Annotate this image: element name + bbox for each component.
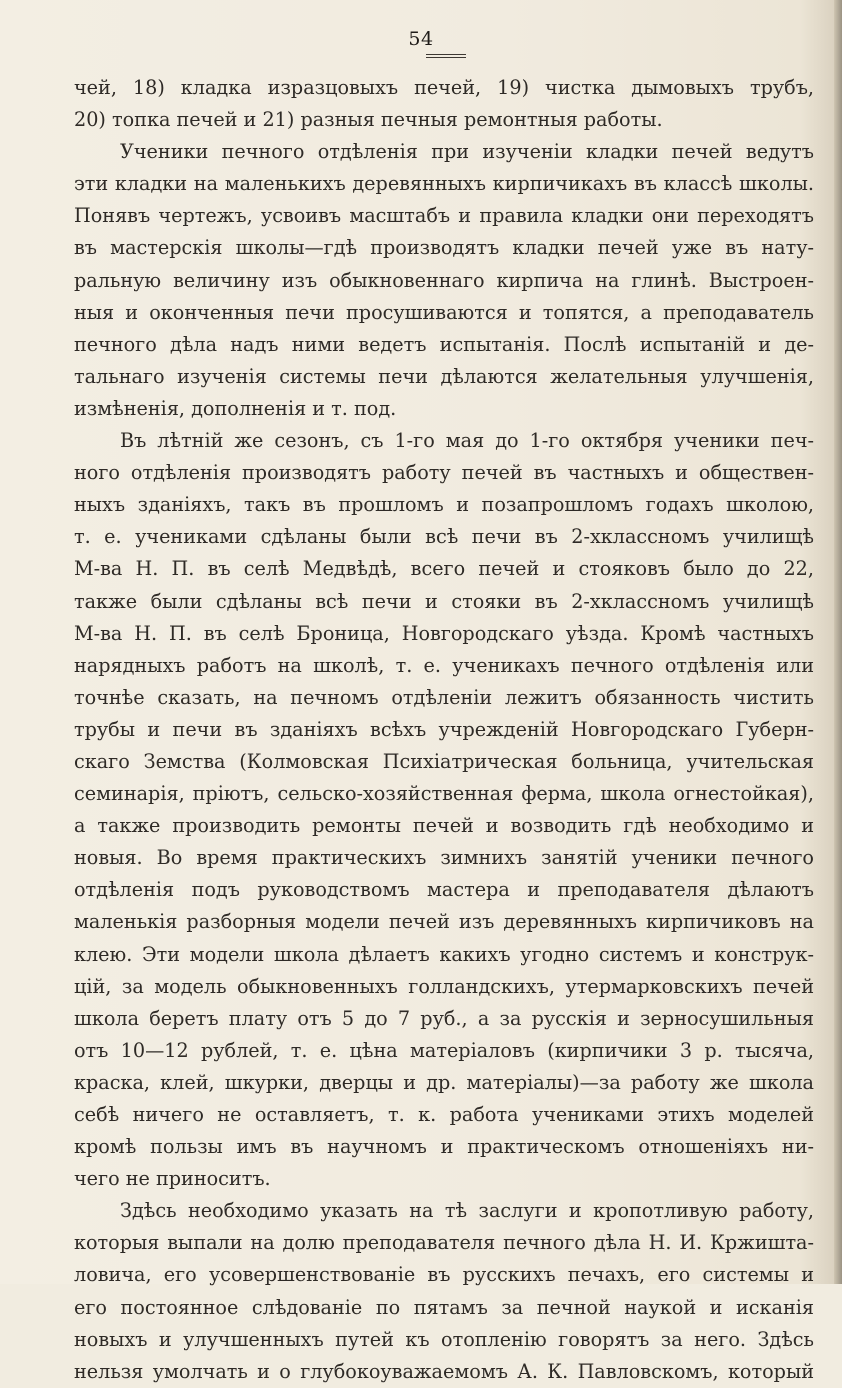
text-line: Здѣсь необходимо указать на тѣ заслуги и кропотливую работу, bbox=[120, 1199, 814, 1223]
text-line: школа беретъ плату отъ 5 до 7 руб., а за русскія и зерносушильныя bbox=[74, 1006, 814, 1030]
text-line: новыхъ и улучшенныхъ путей къ отопленію говорятъ за него. Здѣсь bbox=[74, 1327, 814, 1351]
text-line: печного дѣла надъ ними ведетъ испытанія. Послѣ испытаній и де- bbox=[74, 332, 814, 356]
text-line: краска, клей, шкурки, дверцы и др. матеріалы)—за работу же школа bbox=[74, 1070, 814, 1094]
page-number: 54 bbox=[408, 28, 434, 50]
text-line: отдѣленія подъ руководствомъ мастера и преподавателя дѣлаютъ bbox=[74, 878, 814, 902]
page-number-rule bbox=[426, 57, 466, 58]
text-line: а также производить ремонты печей и возводить гдѣ необходимо и bbox=[74, 814, 814, 838]
text-line: себѣ ничего не оставляетъ, т. к. работа учениками этихъ моделей bbox=[74, 1103, 814, 1126]
text-line: тальнаго изученія системы печи дѣлаются желательныя улучшенія, bbox=[74, 364, 814, 388]
text-line: маленькія разборныя модели печей изъ деревянныхъ кирпичиковъ на bbox=[74, 910, 814, 934]
text-line: чего не приноситъ. bbox=[74, 1167, 271, 1191]
text-line: 20) топка печей и 21) разныя печныя ремонтныя работы. bbox=[74, 108, 663, 132]
text-line: ного отдѣленія производятъ работу печей въ частныхъ и обществен- bbox=[74, 461, 814, 485]
text-line: цій, за модель обыкновенныхъ голландскихъ, утермарковскихъ печей bbox=[74, 974, 814, 998]
text-line: ловича, его усовершенствованіе въ русскихъ печахъ, его системы и bbox=[74, 1263, 814, 1287]
text-line: скаго Земства (Колмовская Психіатрическая больница, учительская bbox=[74, 749, 814, 773]
text-line: т. е. учениками сдѣланы были всѣ печи въ 2-хклассномъ училищѣ bbox=[74, 525, 814, 549]
text-line: Понявъ чертежъ, усвоивъ масштабъ и правила кладки они переходятъ bbox=[74, 204, 814, 228]
text-line: нарядныхъ работъ на школѣ, т. е. ученикахъ печного отдѣленія или bbox=[74, 653, 814, 677]
text-line: М-ва Н. П. въ селѣ Медвѣдѣ, всего печей и стояковъ было до 22, bbox=[74, 557, 814, 581]
page-number-rule bbox=[426, 54, 466, 55]
text-line: семинарія, пріютъ, сельско-хозяйственная ферма, школа огнестойкая), bbox=[74, 782, 814, 806]
text-line: трубы и печи въ зданіяхъ всѣхъ учрежденій Новгородскаго Губерн- bbox=[74, 717, 814, 741]
text-line: измѣненія, дополненія и т. под. bbox=[74, 396, 397, 420]
text-line: ральную величину изъ обыкновеннаго кирпича на глинѣ. Выстроен- bbox=[74, 268, 814, 292]
text-line: Въ лѣтній же сезонъ, съ 1-го мая до 1-го октября ученики печ- bbox=[120, 429, 814, 453]
text-line: кромѣ пользы имъ въ научномъ и практическомъ отношеніяхъ ни- bbox=[74, 1135, 814, 1159]
text-line: точнѣе сказать, на печномъ отдѣленіи лежитъ обязанность чистить bbox=[74, 685, 814, 709]
text-line: ныхъ зданіяхъ, такъ въ прошломъ и позапрошломъ годахъ школою, bbox=[74, 493, 814, 517]
text-line: эти кладки на маленькихъ деревянныхъ кирпичикахъ въ классѣ школы. bbox=[74, 172, 814, 196]
text-line: которыя выпали на долю преподавателя печного дѣла Н. И. Кржишта- bbox=[74, 1231, 814, 1255]
text-line: Ученики печного отдѣленія при изученіи кладки печей ведутъ bbox=[120, 140, 814, 164]
text-line: клею. Эти модели школа дѣлаетъ какихъ угодно системъ и конструк- bbox=[74, 942, 814, 966]
text-line: ныя и оконченныя печи просушиваются и топятся, а преподаватель bbox=[74, 300, 814, 324]
page-edge-shadow bbox=[834, 0, 842, 1284]
text-line: также были сдѣланы всѣ печи и стояки въ 2-хклассномъ училищѣ bbox=[74, 589, 814, 613]
text-line: въ мастерскія школы—гдѣ производятъ кладки печей уже въ нату- bbox=[74, 236, 814, 260]
text-line: чей, 18) кладка изразцовыхъ печей, 19) чистка дымовыхъ трубъ, bbox=[74, 76, 814, 99]
text-line: нельзя умолчать и о глубокоуважаемомъ А. К. Павловскомъ, который bbox=[74, 1359, 814, 1383]
body-text bbox=[74, 72, 814, 1388]
text-line: его постоянное слѣдованіе по пятамъ за печной наукой и исканія bbox=[74, 1295, 814, 1319]
text-line: новыя. Во время практическихъ зимнихъ занятій ученики печного bbox=[74, 846, 814, 870]
text-line: отъ 10—12 рублей, т. е. цѣна матеріаловъ (кирпичики 3 р. тысяча, bbox=[74, 1038, 814, 1062]
text-line: М-ва Н. П. въ селѣ Броница, Новгородскаго уѣзда. Кромѣ частныхъ bbox=[74, 621, 814, 645]
